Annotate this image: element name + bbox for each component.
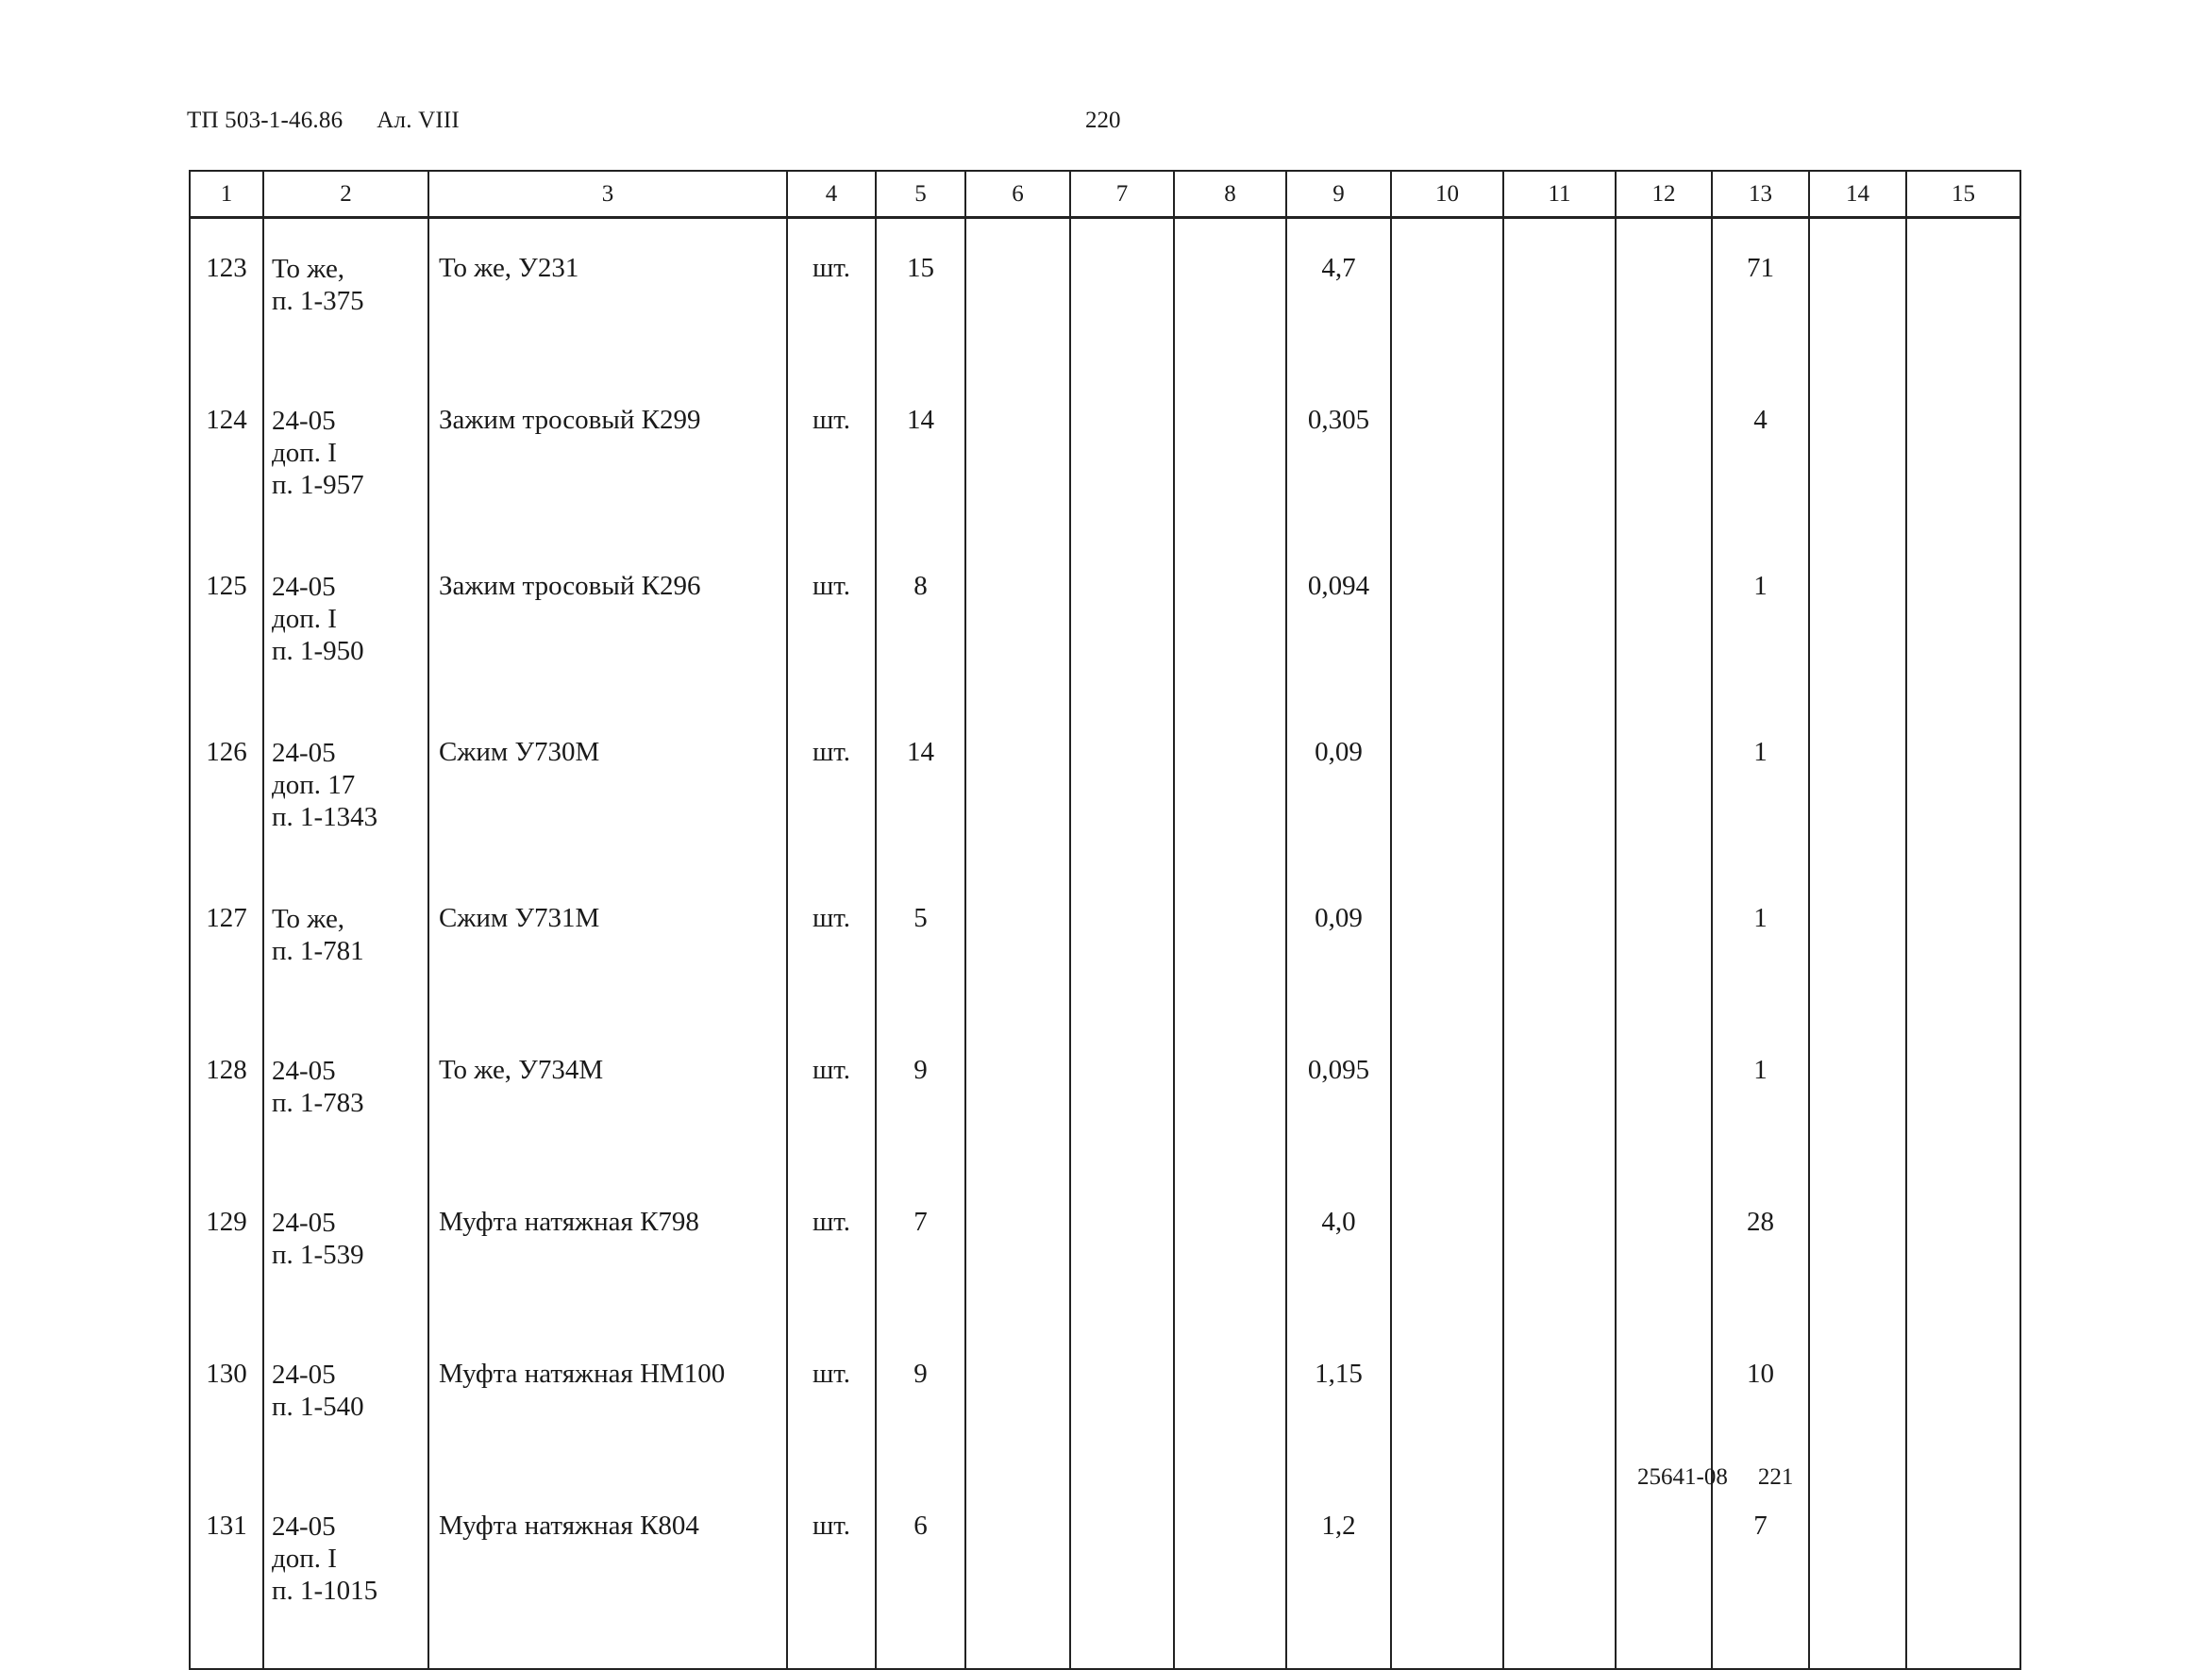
catalog-reference <box>263 371 428 537</box>
empty-cell <box>965 1021 1070 1173</box>
catalog-reference-line: То же, <box>272 904 345 934</box>
empty-cell <box>1391 703 1503 869</box>
catalog-reference-line: п. 1-1343 <box>272 802 378 832</box>
empty-cell <box>1616 703 1712 869</box>
empty-cell <box>1503 218 1616 372</box>
empty-cell <box>1616 1325 1712 1477</box>
unit-mass: 4,0 <box>1286 1173 1391 1325</box>
catalog-reference-line: п. 1-781 <box>272 936 364 966</box>
empty-cell <box>1391 1021 1503 1173</box>
empty-cell <box>1809 1021 1906 1173</box>
item-name: Зажим тросовый К299 <box>428 371 787 537</box>
empty-cell <box>1070 371 1174 537</box>
empty-cell <box>1616 869 1712 1021</box>
row-number: 128 <box>190 1021 263 1173</box>
row-number: 126 <box>190 703 263 869</box>
col-header: 14 <box>1809 171 1906 218</box>
quantity: 5 <box>876 869 965 1021</box>
empty-cell <box>1809 537 1906 703</box>
empty-cell <box>1503 703 1616 869</box>
unit-mass: 0,094 <box>1286 537 1391 703</box>
unit-mass: 1,2 <box>1286 1477 1391 1669</box>
empty-cell <box>1070 1021 1174 1173</box>
row-number: 123 <box>190 218 263 372</box>
item-name: Муфта натяжная НМ100 <box>428 1325 787 1477</box>
empty-cell <box>1809 1173 1906 1325</box>
item-name: Муфта натяжная К798 <box>428 1173 787 1325</box>
empty-cell <box>1906 1325 2020 1477</box>
total-mass: 4 <box>1712 371 1809 537</box>
unit: шт. <box>787 1173 876 1325</box>
empty-cell <box>1809 218 1906 372</box>
quantity: 6 <box>876 1477 965 1669</box>
col-header: 15 <box>1906 171 2020 218</box>
row-number: 130 <box>190 1325 263 1477</box>
empty-cell <box>965 371 1070 537</box>
catalog-reference-line: п. 1-783 <box>272 1088 364 1118</box>
empty-cell <box>965 218 1070 372</box>
catalog-reference <box>263 1325 428 1477</box>
empty-cell <box>1174 703 1286 869</box>
page-number: 220 <box>1085 108 1121 133</box>
empty-cell <box>1809 1477 1906 1669</box>
empty-cell <box>1070 703 1174 869</box>
empty-cell <box>1503 1325 1616 1477</box>
total-mass: 28 <box>1712 1173 1809 1325</box>
unit: шт. <box>787 703 876 869</box>
unit-mass: 1,15 <box>1286 1325 1391 1477</box>
empty-cell <box>1174 1477 1286 1669</box>
catalog-reference-line: доп. 17 <box>272 770 356 800</box>
col-header: 7 <box>1070 171 1174 218</box>
empty-cell <box>1174 218 1286 372</box>
empty-cell <box>1616 1021 1712 1173</box>
catalog-reference-line: доп. I <box>272 438 337 468</box>
empty-cell <box>1391 1325 1503 1477</box>
col-header: 4 <box>787 171 876 218</box>
empty-cell <box>1070 537 1174 703</box>
row-number: 127 <box>190 869 263 1021</box>
unit: шт. <box>787 371 876 537</box>
empty-cell <box>1503 371 1616 537</box>
unit-mass: 4,7 <box>1286 218 1391 372</box>
col-header: 9 <box>1286 171 1391 218</box>
row-number: 131 <box>190 1477 263 1669</box>
catalog-reference-line: То же, <box>272 254 345 284</box>
empty-cell <box>1503 869 1616 1021</box>
column-header-row <box>190 171 2020 218</box>
footer-doc-number: 25641-08 <box>1637 1464 1728 1490</box>
empty-cell <box>1391 371 1503 537</box>
table-row <box>190 537 2020 703</box>
empty-cell <box>1906 1477 2020 1669</box>
table-row <box>190 371 2020 537</box>
catalog-reference <box>263 537 428 703</box>
empty-cell <box>1070 1173 1174 1325</box>
empty-cell <box>1391 1477 1503 1669</box>
empty-cell <box>1906 371 2020 537</box>
unit-mass: 0,09 <box>1286 869 1391 1021</box>
unit-mass: 0,305 <box>1286 371 1391 537</box>
unit: шт. <box>787 1021 876 1173</box>
empty-cell <box>1616 371 1712 537</box>
empty-cell <box>1906 703 2020 869</box>
catalog-reference <box>263 1173 428 1325</box>
catalog-reference <box>263 1477 428 1669</box>
empty-cell <box>965 537 1070 703</box>
item-name: Сжим У730М <box>428 703 787 869</box>
empty-cell <box>1070 1477 1174 1669</box>
unit: шт. <box>787 1477 876 1669</box>
empty-cell <box>1616 1173 1712 1325</box>
total-mass: 71 <box>1712 218 1809 372</box>
table-row <box>190 1477 2020 1669</box>
empty-cell <box>1174 371 1286 537</box>
document-code-header <box>187 108 494 134</box>
empty-cell <box>1391 869 1503 1021</box>
table-row <box>190 1021 2020 1173</box>
unit: шт. <box>787 869 876 1021</box>
quantity: 14 <box>876 703 965 869</box>
total-mass: 1 <box>1712 703 1809 869</box>
catalog-reference-line: п. 1-539 <box>272 1240 364 1270</box>
album-label: Ал. VIII <box>377 108 460 133</box>
catalog-reference <box>263 703 428 869</box>
item-name: Сжим У731М <box>428 869 787 1021</box>
empty-cell <box>965 1173 1070 1325</box>
row-number: 129 <box>190 1173 263 1325</box>
empty-cell <box>1503 1021 1616 1173</box>
col-header: 2 <box>263 171 428 218</box>
quantity: 14 <box>876 371 965 537</box>
catalog-reference-line: 24-05 <box>272 738 336 768</box>
empty-cell <box>1174 869 1286 1021</box>
empty-cell <box>1809 869 1906 1021</box>
catalog-reference-line: п. 1-1015 <box>272 1576 378 1606</box>
empty-cell <box>1503 1173 1616 1325</box>
col-header: 1 <box>190 171 263 218</box>
row-number: 124 <box>190 371 263 537</box>
total-mass: 1 <box>1712 1021 1809 1173</box>
unit-mass: 0,09 <box>1286 703 1391 869</box>
col-header: 8 <box>1174 171 1286 218</box>
catalog-reference-line: п. 1-540 <box>272 1392 364 1422</box>
catalog-reference <box>263 869 428 1021</box>
unit: шт. <box>787 218 876 372</box>
table-row <box>190 218 2020 372</box>
total-mass: 1 <box>1712 537 1809 703</box>
catalog-reference <box>263 1021 428 1173</box>
empty-cell <box>1503 1477 1616 1669</box>
col-header: 12 <box>1616 171 1712 218</box>
quantity: 7 <box>876 1173 965 1325</box>
catalog-reference-line: 24-05 <box>272 1511 336 1542</box>
catalog-reference-line: 24-05 <box>272 1208 336 1238</box>
empty-cell <box>1174 537 1286 703</box>
empty-cell <box>1906 537 2020 703</box>
catalog-reference <box>263 218 428 372</box>
quantity: 15 <box>876 218 965 372</box>
col-header: 5 <box>876 171 965 218</box>
col-header: 6 <box>965 171 1070 218</box>
empty-cell <box>1174 1173 1286 1325</box>
catalog-reference-line: 24-05 <box>272 572 336 602</box>
catalog-reference-line: п. 1-375 <box>272 286 364 316</box>
empty-cell <box>1809 371 1906 537</box>
empty-cell <box>1906 1173 2020 1325</box>
catalog-reference-line: 24-05 <box>272 406 336 436</box>
footer-page: 221 <box>1757 1464 1794 1490</box>
quantity: 8 <box>876 537 965 703</box>
empty-cell <box>1070 218 1174 372</box>
empty-cell <box>1391 218 1503 372</box>
table-row <box>190 1325 2020 1477</box>
table-row <box>190 703 2020 869</box>
empty-cell <box>1391 1173 1503 1325</box>
quantity: 9 <box>876 1021 965 1173</box>
footer <box>1637 1464 1793 1491</box>
catalog-reference-line: 24-05 <box>272 1056 336 1086</box>
empty-cell <box>1906 1021 2020 1173</box>
specification-table <box>189 170 2021 1670</box>
item-name: То же, У734М <box>428 1021 787 1173</box>
empty-cell <box>1070 1325 1174 1477</box>
catalog-reference-line: доп. I <box>272 604 337 634</box>
item-name: Зажим тросовый К296 <box>428 537 787 703</box>
unit: шт. <box>787 1325 876 1477</box>
col-header: 10 <box>1391 171 1503 218</box>
item-name: То же, У231 <box>428 218 787 372</box>
table-row <box>190 1173 2020 1325</box>
empty-cell <box>1174 1325 1286 1477</box>
catalog-reference-line: доп. I <box>272 1544 337 1574</box>
empty-cell <box>1174 1021 1286 1173</box>
empty-cell <box>1616 537 1712 703</box>
table-row <box>190 869 2020 1021</box>
doc-code: ТП 503-1-46.86 <box>187 108 344 133</box>
col-header: 13 <box>1712 171 1809 218</box>
unit: шт. <box>787 537 876 703</box>
empty-cell <box>1906 218 2020 372</box>
empty-cell <box>1391 537 1503 703</box>
empty-cell <box>965 1325 1070 1477</box>
empty-cell <box>1809 703 1906 869</box>
catalog-reference-line: 24-05 <box>272 1360 336 1390</box>
empty-cell <box>1503 537 1616 703</box>
total-mass: 1 <box>1712 869 1809 1021</box>
empty-cell <box>1616 1477 1712 1669</box>
item-name: Муфта натяжная К804 <box>428 1477 787 1669</box>
empty-cell <box>965 703 1070 869</box>
empty-cell <box>1616 218 1712 372</box>
catalog-reference-line: п. 1-957 <box>272 470 364 500</box>
catalog-reference-line: п. 1-950 <box>272 636 364 666</box>
empty-cell <box>1070 869 1174 1021</box>
total-mass: 10 <box>1712 1325 1809 1477</box>
col-header: 3 <box>428 171 787 218</box>
row-number: 125 <box>190 537 263 703</box>
empty-cell <box>965 869 1070 1021</box>
total-mass: 7 <box>1712 1477 1809 1669</box>
empty-cell <box>1809 1325 1906 1477</box>
empty-cell <box>965 1477 1070 1669</box>
empty-cell <box>1906 869 2020 1021</box>
quantity: 9 <box>876 1325 965 1477</box>
col-header: 11 <box>1503 171 1616 218</box>
unit-mass: 0,095 <box>1286 1021 1391 1173</box>
